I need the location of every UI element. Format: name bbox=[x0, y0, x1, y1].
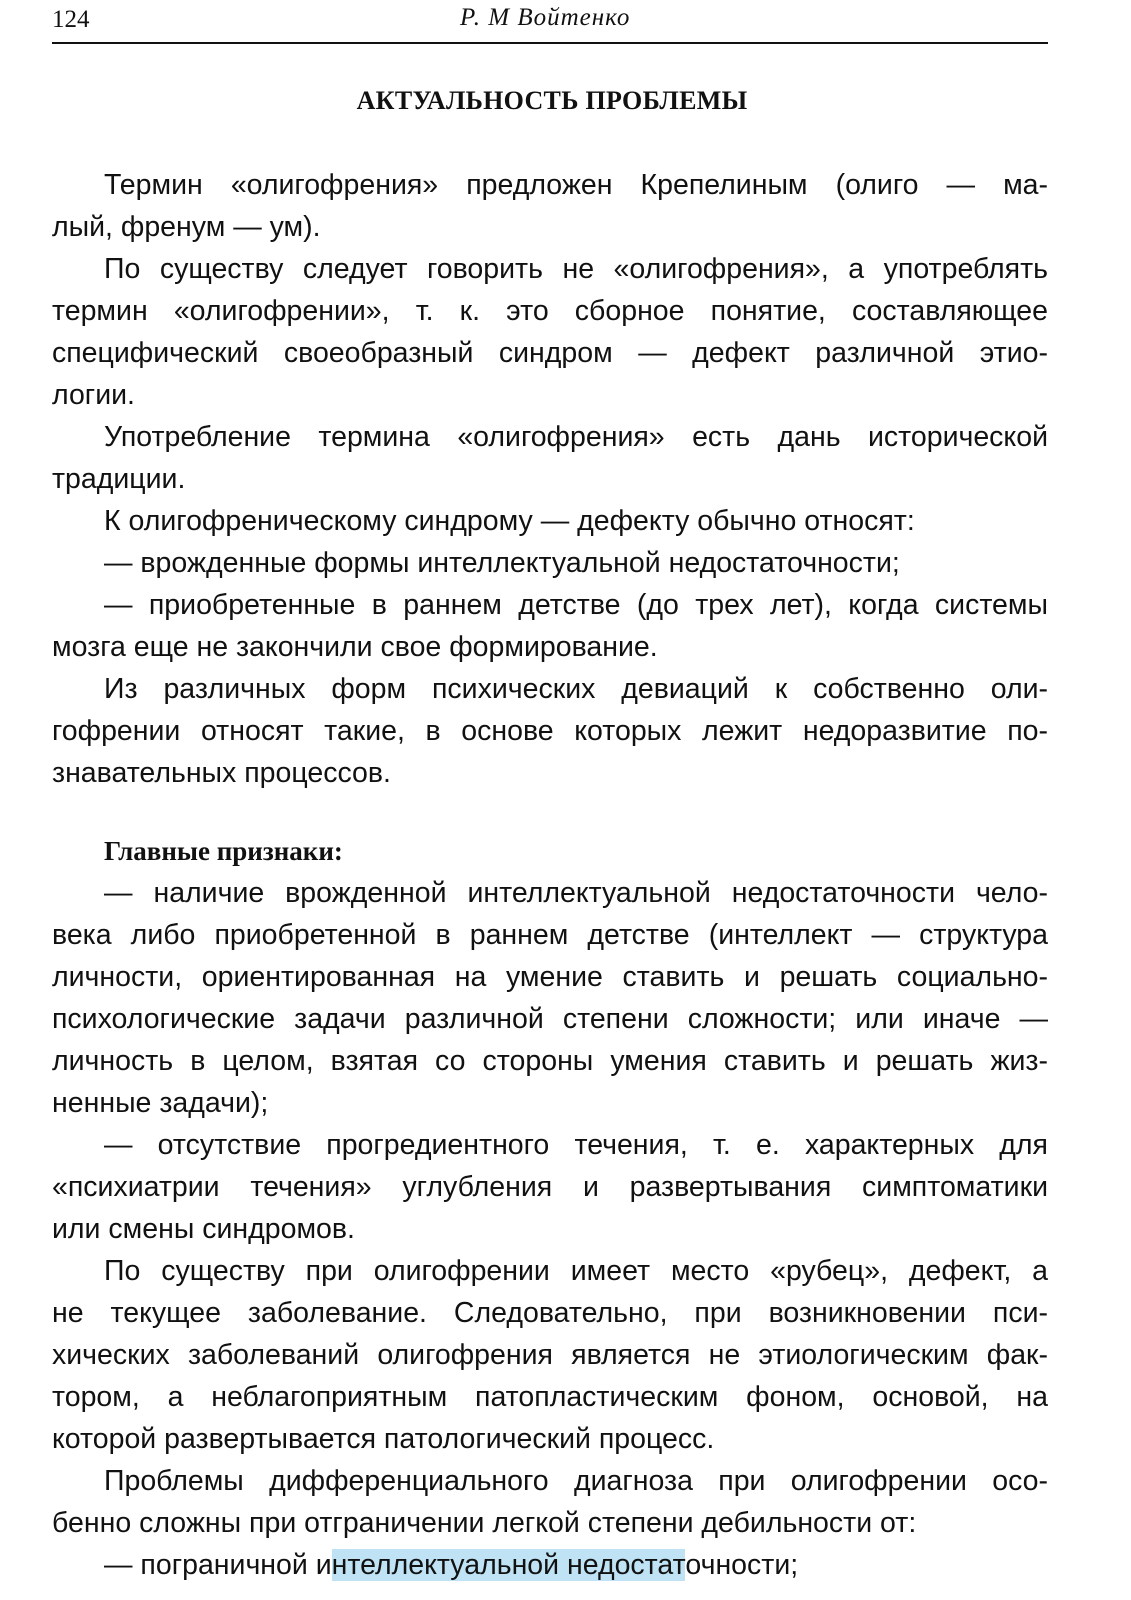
last-line-after: очности; bbox=[685, 1549, 799, 1581]
subheading: Главные признаки: bbox=[104, 836, 343, 866]
text-line: логии. bbox=[52, 379, 135, 411]
text-line: или смены синдромов. bbox=[52, 1213, 355, 1245]
text-line: По существу следует говорить не «олигофрения», а употреблять bbox=[104, 253, 1048, 285]
text-line: бенно сложны при отграничении легкой степени дебильности от: bbox=[52, 1507, 917, 1539]
text-line: — наличие врожденной интеллектуальной недостаточности чело- bbox=[104, 877, 1048, 909]
text-line: Проблемы дифференциального диагноза при олигофрении осо- bbox=[104, 1465, 1048, 1497]
text-line: Термин «олигофрения» предложен Крепелиным (олиго — ма- bbox=[104, 169, 1048, 201]
text-line: гофрении относят такие, в основе которых лежит недоразвитие по- bbox=[52, 715, 1048, 747]
last-line-before: — пограничной и bbox=[104, 1549, 332, 1581]
paragraph bbox=[52, 668, 1048, 794]
text-line: лый, френум — ум). bbox=[52, 211, 321, 243]
text-line: личность в целом, взятая со стороны умения ставить и решать жиз- bbox=[52, 1045, 1048, 1077]
text-line: психологические задачи различной степени сложности; или иначе — bbox=[52, 1003, 1048, 1035]
text-line: — врожденные формы интеллектуальной недостаточности; bbox=[104, 547, 900, 579]
paragraph bbox=[52, 872, 1048, 1124]
section-title: АКТУАЛЬНОСТЬ ПРОБЛЕМЫ bbox=[356, 86, 748, 115]
text-line: — приобретенные в раннем детстве (до трех лет), когда системы bbox=[104, 589, 1048, 621]
text-line: не текущее заболевание. Следовательно, при возникновении пси- bbox=[52, 1297, 1048, 1329]
text-line: века либо приобретенной в раннем детстве (интеллект — структура bbox=[52, 919, 1048, 951]
last-line[interactable] bbox=[52, 1544, 1048, 1586]
text-line: традиции. bbox=[52, 463, 186, 495]
running-head: Р. М Войтенко bbox=[460, 4, 631, 31]
text-line: специфический своеобразный синдром — дефект различной этио- bbox=[52, 337, 1048, 369]
paragraph bbox=[52, 1124, 1048, 1250]
text-line: Из различных форм психических девиаций к собственно оли- bbox=[104, 673, 1048, 705]
text-line: Употребление термина «олигофрения» есть дань исторической bbox=[104, 421, 1048, 453]
page-number: 124 bbox=[52, 6, 90, 33]
subheading-block bbox=[52, 830, 1048, 872]
text-line: термин «олигофрении», т. к. это сборное понятие, составляющее bbox=[52, 295, 1048, 327]
paragraph bbox=[52, 164, 1048, 248]
text-line: знавательных процессов. bbox=[52, 757, 391, 789]
text-line: хических заболеваний олигофрения является не этиологическим фак- bbox=[52, 1339, 1048, 1371]
text-line: ненные задачи); bbox=[52, 1087, 269, 1119]
text-line: По существу при олигофрении имеет место «рубец», дефект, а bbox=[104, 1255, 1048, 1287]
text-line: которой развертывается патологический процесс. bbox=[52, 1423, 715, 1455]
paragraph bbox=[52, 500, 1048, 668]
page-body bbox=[52, 164, 1048, 1586]
text-line: — отсутствие прогредиентного течения, т. е. характерных для bbox=[104, 1129, 1048, 1161]
text-line: К олигофреническому синдрому — дефекту обычно относят: bbox=[104, 505, 915, 537]
paragraph bbox=[52, 416, 1048, 500]
text-line: мозга еще не закончили свое формирование. bbox=[52, 631, 658, 663]
paragraph bbox=[52, 1460, 1048, 1544]
paragraph bbox=[52, 248, 1048, 416]
text-line: тором, а неблагоприятным патопластическим фоном, основой, на bbox=[52, 1381, 1048, 1413]
text-selection-highlight[interactable]: нтеллектуальной недостат bbox=[331, 1549, 686, 1581]
text-line: «психиатрии течения» углубления и развертывания симптоматики bbox=[52, 1171, 1048, 1203]
paragraph bbox=[52, 1250, 1048, 1460]
text-line: личности, ориентированная на умение ставить и решать социально- bbox=[52, 961, 1048, 993]
page-header bbox=[52, 0, 1048, 44]
